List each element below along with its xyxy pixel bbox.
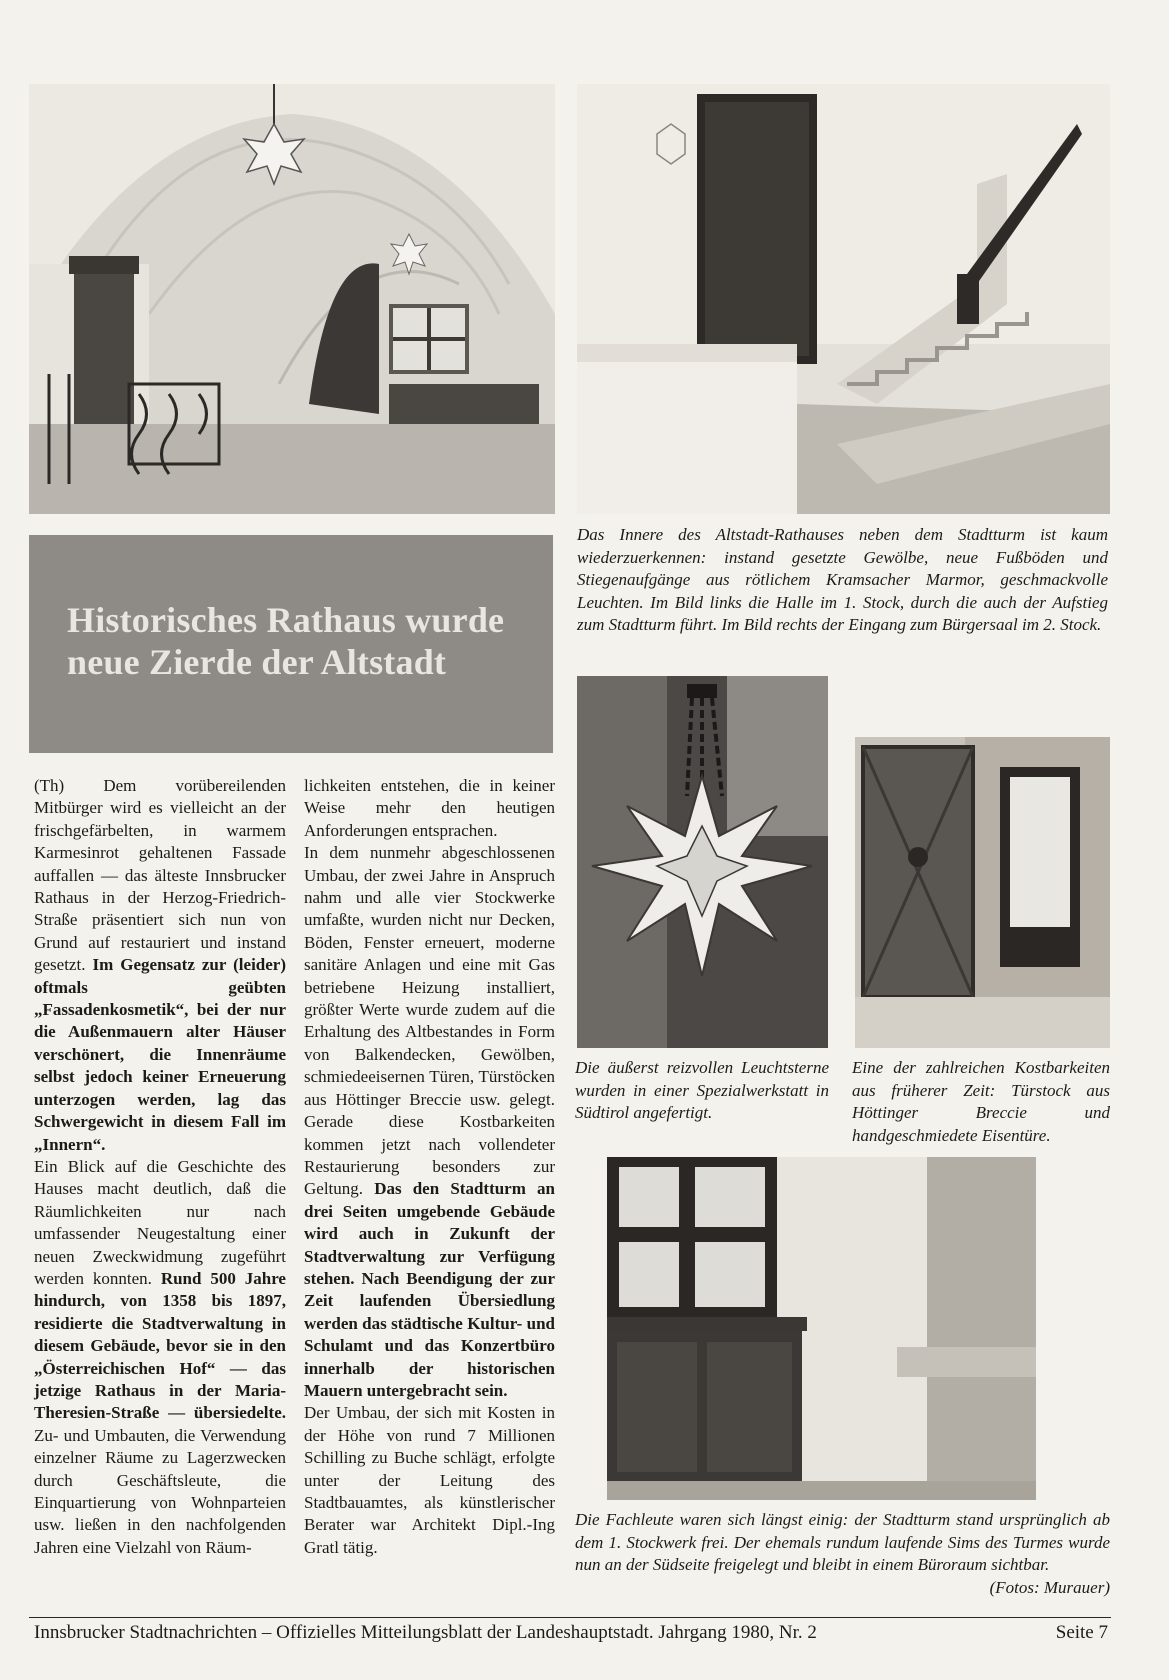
article-title	[67, 599, 504, 683]
caption-tower	[575, 1509, 1110, 1599]
photo-stairs-entrance	[577, 84, 1110, 514]
article-paragraph: lichkeiten entstehen, die in keiner Weise mehr den heutigen Anforderungen entsprachen.	[304, 776, 555, 840]
article-paragraph: Zu- und Umbauten, die Verwendung einzelner Räume zu Lagerzwecken durch Geschäftsleute, die Einquartierung von Wohnparteien usw. ließen in den nachfolgenden Jahren eine Vielzahl von Räum-	[34, 1425, 286, 1557]
article-paragraph: Ein Blick auf die Geschichte des Hauses macht deutlich, daß die Räumlichkeiten nur nach umfassender Neugestaltung einer neuen Zweckwidmung zugeführt werden konnten.	[34, 1156, 286, 1288]
caption-tower-text: Die Fachleute waren sich längst einig: der Stadtturm stand ursprünglich ab dem 1. Stockwerk frei. Der ehemals rundum laufende Sims des Turmes wurde nun an der Südseite freigelegt und bleibt in einem Büroraum sichtbar.	[575, 1510, 1110, 1574]
article-bold-paragraph: Das den Stadtturm an drei Seiten umgebende Gebäude wird auch in Zukunft der Stadtverwaltung zur Verfügung stehen. Nach Beendigung der zur Zeit laufenden Übersiedlung werden das städtische Kultur- und Schulamt und das Konzertbüro innerhalb der historischen Mauern untergebracht sein.	[304, 1179, 555, 1400]
article-title-line1: Historisches Rathaus wurde	[67, 600, 505, 640]
article-column-1	[34, 775, 286, 1559]
photo-star-lamp	[577, 676, 828, 1048]
article-title-line2: neue Zierde der Altstadt	[67, 642, 447, 682]
article-title-box	[29, 535, 553, 753]
photo-iron-door	[855, 737, 1110, 1048]
article-paragraph: (Th) Dem vorübereilenden Mitbürger wird es vielleicht an der frischgefärbelten, in warmem Karmesinrot gehaltenen Fassade auffallen — das älteste Innsbrucker Rathaus in der Herzog-Friedrich-Straße präsentiert sich nun von Grund auf restauriert und instand gesetzt.	[34, 776, 286, 975]
photo-window-tower-wall	[607, 1157, 1036, 1500]
article-column-2	[304, 775, 555, 1559]
page-number: Seite 7	[1055, 1622, 1108, 1643]
article-bold-paragraph: Im Gegensatz zur (leider) oftmals geübten „Fassadenkosmetik“, bei der nur die Außenmauern alter Häuser verschönert, die Innenräume selbst jedoch keiner Erneuerung unterzogen werden, lag das Schwergewicht in diesem Fall im „Innern“.	[34, 955, 287, 1154]
photo-vaulted-hall	[29, 84, 555, 514]
article-paragraph: Der Umbau, der sich mit Kosten in der Höhe von rund 7 Millionen Schilling zu Buche schlägt, erfolgte unter der Leitung des Stadtbauamtes, als künstlerischer Berater war Architekt Dipl.-Ing Gratl tätig.	[304, 1403, 555, 1557]
page-footer	[34, 1621, 1108, 1645]
article-paragraph: In dem nunmehr abgeschlossenen Umbau, der zwei Jahre in Anspruch nahm und alle vier Stockwerke umfaßte, wurden nicht nur Decken, Böden, Fenster erneuert, moderne sanitäre Anlagen und eine mit Gas betriebene Heizung installiert, größter Werte wurde zudem auf die Erhaltung des Altbestandes in Form von Balkendecken, Gewölben, schmiedeeisernen Türen, Türstöcken aus Höttinger Breccie usw. gelegt. Gerade diese Kostbarkeiten kommen jetzt nach vollendeter Restaurierung besonders zur Geltung.	[304, 843, 555, 1199]
article-bold-paragraph: Rund 500 Jahre hindurch, von 1358 bis 1897, residierte die Stadtverwaltung in diesem Gebäude, bevor sie in den „Österreichischen Hof“ — das jetzige Rathaus in der Maria-Theresien-Straße — übersiedelte.	[34, 1268, 286, 1423]
footer-rule	[29, 1617, 1111, 1618]
footer-publication: Innsbrucker Stadtnachrichten – Offizielles Mitteilungsblatt der Landeshauptstadt. Jahrgang 1980, Nr. 2	[34, 1622, 817, 1643]
photo-credit: (Fotos: Murauer)	[989, 1577, 1110, 1597]
caption-iron-door: Eine der zahlreichen Kostbarkeiten aus früherer Zeit: Türstock aus Höttinger Breccie und handgeschmiedete Eisentüre.	[852, 1058, 1110, 1145]
caption-star-lamp: Die äußerst reizvollen Leuchtsterne wurden in einer Spezialwerkstatt in Südtirol angefertigt.	[575, 1058, 829, 1122]
caption-top-photos: Das Innere des Altstadt-Rathauses neben dem Stadtturm ist kaum wiederzuerkennen: instand gesetzte Gewölbe, neue Fußböden und Stiegenaufgänge aus rötlichem Kramsacher Marmor, geschmackvolle Leuchten. Im Bild links die Halle im 1. Stock, durch die auch der Aufstieg zum Stadtturm führt. Im Bild rechts der Eingang zum Bürgersaal im 2. Stock.	[577, 525, 1108, 634]
